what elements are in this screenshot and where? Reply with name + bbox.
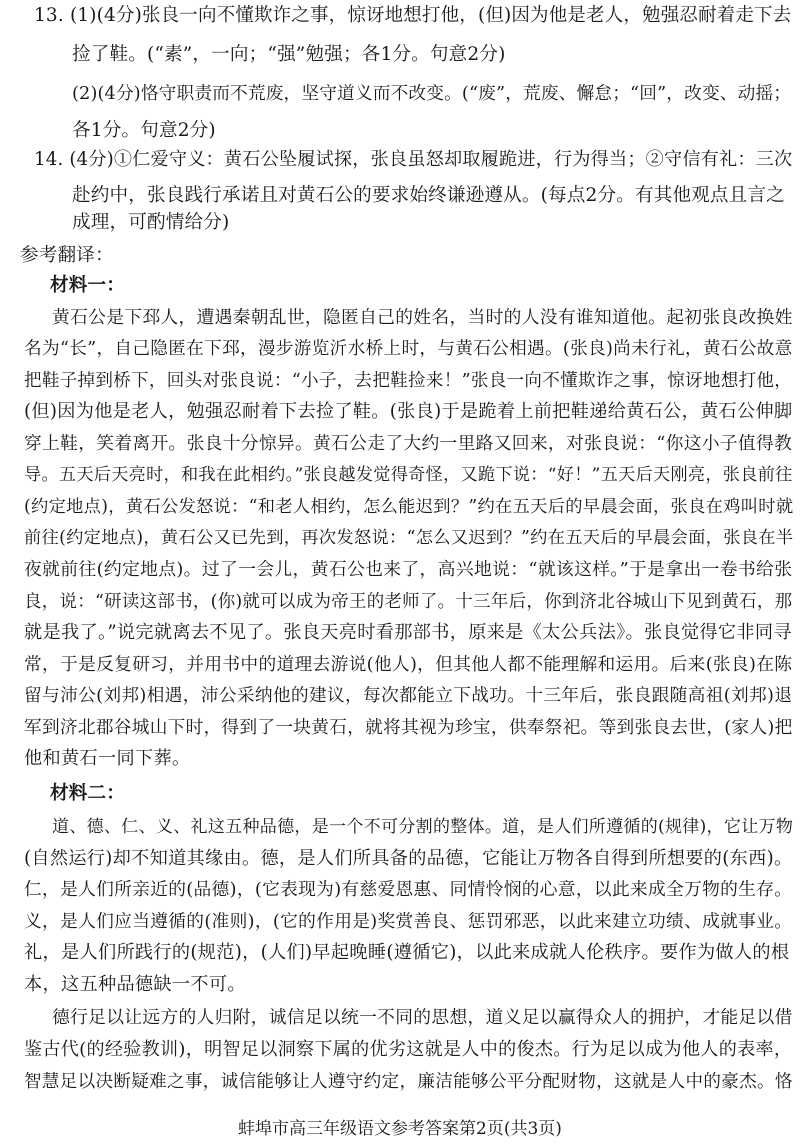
material1-line: 就是我了。”说完就离去不见了。张良天亮时看那部书，原来是《太公兵法》。张良觉得它非同寻 (24, 622, 792, 643)
translation-heading: 参考翻译： (20, 245, 114, 266)
q13-line-3: (2)(4分)恪守职责而不荒废，坚守道义而不改变。(“废”，荒废、懈怠；“回”，改变、动摇； (72, 84, 792, 104)
material1-line: 他和黄石一同下葬。 (24, 748, 191, 769)
q13-line-4: 各1分。句意2分) (72, 120, 216, 141)
material1-line: 穿上鞋，笑着离开。张良十分惊异。黄石公走了大约一里路又回来，对张良说：“你这小子值得教 (24, 433, 793, 454)
page-footer: 蚌埠市高三年级语文参考答案第2页(共3页) (238, 1119, 562, 1139)
q13-number: 13. (34, 5, 64, 26)
material2-line: 智慧足以决断疑难之事，诚信能够让人遵守约定，廉洁能够公平分配财物，这就是人中的豪杰。恪 (24, 1072, 793, 1092)
material1-line: 常，于是反复研习，并用书中的道理去游说(他人)，但其他人都不能理解和运用。后来(张良)在陈 (24, 655, 793, 675)
material1-line: 前往(约定地点)，黄石公又已先到，再次发怒说：“怎么又迟到？”约在五天后的早晨会面，张良在半 (24, 528, 794, 548)
material1-line: (约定地点)，黄石公发怒说：“和老人相约，怎么能迟到？”约在五天后的早晨会面，张良在鸡叫时就 (24, 497, 794, 517)
q14-number: 14. (34, 149, 64, 170)
material2-line: (自然运行)却不知道其缘由。德，是人们所具备的品德，它能让万物各自得到所想要的(东西)。 (24, 848, 793, 869)
material1-line: 良，说：“研读这部书，(你)就可以成为帝王的老师了。十三年后，你到济北谷城山下见到黄石，那 (24, 592, 793, 612)
material1-line: (但)因为他是老人，勉强忍耐着下去捡了鞋。(张良)于是跪着上前把鞋递给黄石公，黄石公伸脚 (24, 401, 793, 422)
material2-line: 义，是人们应当遵循的(准则)，(它的作用是)奖赏善良、惩罚邪恶，以此来建立功绩、成就事业。 (24, 912, 793, 932)
material1-line: 把鞋子掉到桥下，回头对张良说：“小子，去把鞋捡来！”张良一向不懂欺诈之事，惊讶地想打他， (24, 371, 793, 391)
material2-line: 礼，是人们所践行的(规范)，(人们)早起晚睡(遵循它)，以此来成就人伦秩序。要作为做人的根 (24, 942, 790, 963)
material2-line: 德行足以让远方的人归附，诚信足以统一不同的思想，道义足以赢得众人的拥护，才能足以借 (52, 1008, 793, 1028)
material2-line: 仁，是人们所亲近的(品德)，(它表现为)有慈爱恩惠、同情怜悯的心意，以此来成全万物的生存。 (24, 880, 793, 900)
q14-line-2: 赴约中，张良践行承诺且对黄石公的要求始终谦逊遵从。(每点2分。有其他观点且言之 (72, 185, 785, 206)
material2-line: 本，这五种品德缺一不可。 (24, 974, 246, 995)
material2-title: 材料二： (50, 783, 125, 804)
material1-title: 材料一： (50, 275, 125, 296)
material1-line: 名为“长”，自己隐匿在下邳，漫步游览沂水桥上时，与黄石公相遇。(张良)尚未行礼，黄石公故意 (24, 339, 793, 359)
material2-line: 道、德、仁、义、礼这五种品德，是一个不可分割的整体。道，是人们所遵循的(规律)，它让万物 (52, 817, 794, 837)
q14-line-3: 成理，可酌情给分) (72, 212, 230, 233)
q14-line-1: 14. (4分)①仁爱守义：黄石公坠履试探，张良虽怒却取履跪进，行为得当；②守信有礼：三次 (34, 149, 793, 170)
material1-line: 导。五天后天亮时，和我在此相约。”张良越发觉得奇怪，又跪下说：“好！”五天后天刚亮，张良前往 (24, 465, 793, 485)
material1-line: 留与沛公(刘邦)相遇，沛公采纳他的建议，每次都能立下战功。十三年后，张良跟随高祖(刘邦)退 (24, 686, 793, 706)
q13-line-1: 13. (1)(4分)张良一向不懂欺诈之事，惊讶地想打他，(但)因为他是老人，勉强忍耐着走下去 (34, 5, 792, 26)
material1-line: 夜就前往(约定地点)。过了一会儿，黄石公也来了，高兴地说：“就该这样。”于是拿出一卷书给张 (24, 559, 793, 580)
material1-line: 黄石公是下邳人，遭遇秦朝乱世，隐匿自己的姓名，当时的人没有谁知道他。起初张良改换姓 (52, 308, 793, 328)
q13-line-2: 捡了鞋。(“素”，一向；“强”勉强；各1分。句意2分) (72, 44, 506, 65)
material2-line: 鉴古代(的经验教训)，明智足以洞察下属的优劣这就是人中的俊杰。行为足以成为他人的表率， (24, 1039, 793, 1060)
material1-line: 军到济北郡谷城山下时，得到了一块黄石，就将其视为珍宝，供奉祭祀。等到张良去世，(家人)把 (24, 718, 793, 738)
